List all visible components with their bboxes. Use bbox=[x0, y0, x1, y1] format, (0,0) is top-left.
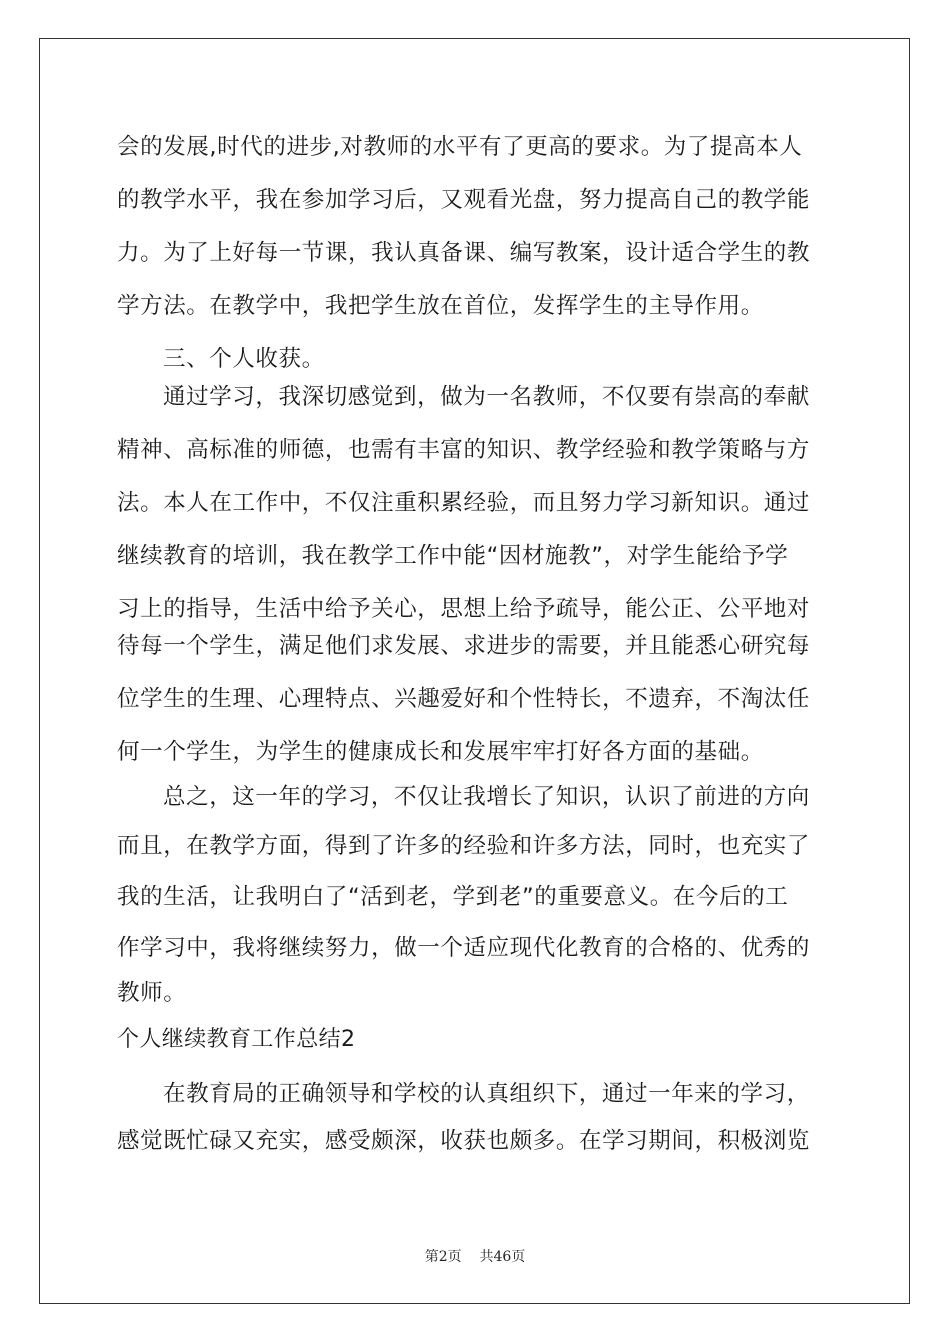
text-line: 教师。 bbox=[117, 980, 187, 1006]
text-line: 作学习中，我将继续努力，做一个适应现代化教育的合格的、优秀的 bbox=[117, 935, 811, 961]
page-border bbox=[39, 38, 910, 1304]
text-line: 何一个学生，为学生的健康成长和发展牢牢打好各方面的基础。 bbox=[117, 739, 764, 765]
section-heading: 三、个人收获。 bbox=[163, 346, 325, 372]
text-line: 习上的指导，生活中给予关心，思想上给予疏导，能公正、公平地对 bbox=[117, 596, 811, 622]
text-line: 精神、高标准的师德，也需有丰富的知识、教学经验和教学策略与方 bbox=[117, 437, 811, 463]
page-number: 第2页 共46页 bbox=[424, 1249, 526, 1265]
text-line: 总之，这一年的学习，不仅让我增长了知识，认识了前进的方向 bbox=[163, 784, 810, 810]
document-title: 个人继续教育工作总结2 bbox=[117, 1027, 356, 1052]
text-line: 学方法。在教学中，我把学生放在首位，发挥学生的主导作用。 bbox=[117, 293, 764, 319]
text-line: 而且，在教学方面，得到了许多的经验和许多方法，同时，也充实了 bbox=[117, 833, 811, 859]
text-line: 会的发展,时代的进步,对教师的水平有了更高的要求。为了提高本人 bbox=[117, 134, 803, 160]
text-line: 我的生活，让我明白了“活到老，学到老”的重要意义。在今后的工 bbox=[117, 884, 789, 910]
text-line: 在教育局的正确领导和学校的认真组织下，通过一年来的学习， bbox=[163, 1081, 810, 1107]
text-line: 位学生的生理、心理特点、兴趣爱好和个性特长，不遗弃，不淘汰任 bbox=[117, 686, 811, 712]
text-line: 继续教育的培训，我在教学工作中能“因材施教”，对学生能给予学 bbox=[117, 543, 789, 569]
text-line: 法。本人在工作中，不仅注重积累经验，而且努力学习新知识。通过 bbox=[117, 490, 811, 516]
text-line: 通过学习，我深切感觉到，做为一名教师，不仅要有崇高的奉献 bbox=[163, 384, 810, 410]
text-line: 的教学水平，我在参加学习后，又观看光盘，努力提高自己的教学能 bbox=[117, 187, 811, 213]
text-line: 待每一个学生，满足他们求发展、求进步的需要，并且能悉心研究每 bbox=[117, 633, 811, 659]
text-line: 力。为了上好每一节课，我认真备课、编写教案，设计适合学生的教 bbox=[117, 240, 811, 266]
text-line: 感觉既忙碌又充实，感受颇深，收获也颇多。在学习期间，积极浏览 bbox=[117, 1128, 811, 1154]
